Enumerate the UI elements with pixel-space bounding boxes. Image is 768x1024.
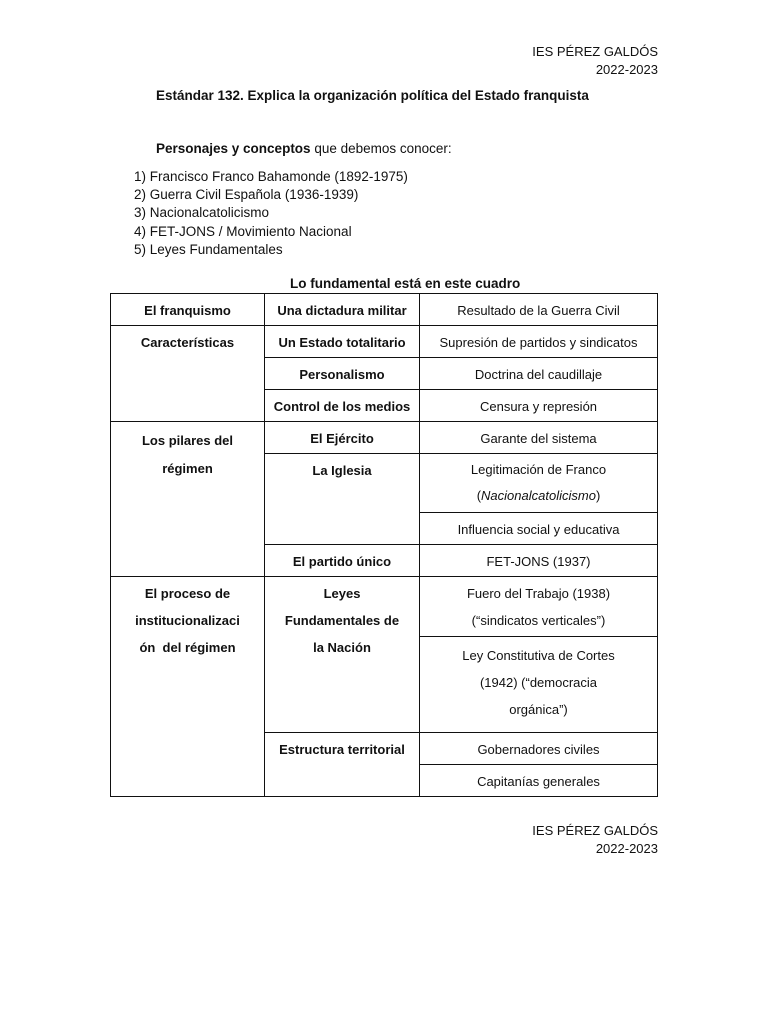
table-cell: Características	[111, 326, 265, 422]
table-caption: Lo fundamental está en este cuadro	[290, 276, 521, 291]
summary-table	[110, 293, 658, 797]
school-year: 2022-2023	[595, 841, 658, 856]
header-top	[532, 43, 658, 79]
table-cell	[111, 577, 265, 797]
table-cell: Control de los medios	[265, 390, 420, 422]
cell-line: la Nación	[313, 640, 371, 655]
school-name: IES PÉREZ GALDÓS	[532, 44, 658, 59]
table-cell	[265, 577, 420, 733]
table-cell: Estructura territorial	[265, 733, 420, 797]
table-cell: Censura y represión	[420, 390, 658, 422]
cell-line: régimen	[162, 461, 213, 476]
concept-list	[134, 168, 408, 259]
table-cell	[420, 454, 658, 513]
table-cell: Personalismo	[265, 358, 420, 390]
cell-line: El proceso de	[144, 586, 231, 601]
table-cell: Garante del sistema	[420, 422, 658, 454]
table-cell	[420, 637, 658, 733]
table-cell: Un Estado totalitario	[265, 326, 420, 358]
cell-line	[424, 483, 653, 509]
list-item: 3) Nacionalcatolicismo	[134, 205, 270, 221]
cell-line: Legitimación de Franco	[470, 462, 607, 477]
cell-line: orgánica”)	[509, 702, 568, 717]
table-cell: El partido único	[265, 545, 420, 577]
cell-line: (“sindicatos verticales”)	[471, 613, 606, 628]
school-name: IES PÉREZ GALDÓS	[532, 823, 658, 838]
standard-title: Estándar 132. Explica la organización política del Estado franquista	[156, 88, 589, 103]
cell-line: institucionalizaci	[135, 613, 240, 628]
cell-line: Fundamentales de	[284, 613, 400, 628]
footer-block	[532, 822, 658, 858]
table-cell: Gobernadores civiles	[420, 733, 658, 765]
paren-close: )	[595, 488, 601, 503]
list-item: 2) Guerra Civil Española (1936-1939)	[134, 187, 359, 203]
table-cell: Resultado de la Guerra Civil	[420, 294, 658, 326]
table-cell: Influencia social y educativa	[420, 513, 658, 545]
table-row	[111, 294, 658, 326]
table-cell: La Iglesia	[265, 454, 420, 545]
cell-line: Leyes	[323, 586, 361, 601]
table-cell: Una dictadura militar	[265, 294, 420, 326]
list-item: 1) Francisco Franco Bahamonde (1892-1975)	[134, 169, 408, 184]
table-cell: El Ejército	[265, 422, 420, 454]
table-cell: Doctrina del caudillaje	[420, 358, 658, 390]
table-cell: Supresión de partidos y sindicatos	[420, 326, 658, 358]
table-row	[111, 422, 658, 454]
concepts-intro-rest: que debemos conocer:	[310, 141, 452, 156]
table-cell	[111, 422, 265, 577]
table-cell	[420, 577, 658, 637]
list-item: 4) FET-JONS / Movimiento Nacional	[134, 223, 352, 239]
table-row	[111, 326, 658, 358]
concepts-intro	[156, 141, 452, 156]
italic-term: Nacionalcatolicismo	[481, 488, 596, 503]
table-cell: FET-JONS (1937)	[420, 545, 658, 577]
list-item: 5) Leyes Fundamentales	[134, 241, 283, 257]
cell-line: (1942) (“democracia	[479, 675, 598, 690]
concepts-intro-bold: Personajes y conceptos	[156, 141, 311, 156]
paren-open: (	[476, 488, 482, 503]
cell-line: Los pilares del	[141, 433, 234, 448]
table-cell: Capitanías generales	[420, 765, 658, 797]
table-cell: El franquismo	[111, 294, 265, 326]
school-year: 2022-2023	[595, 62, 658, 77]
cell-line: ón del régimen	[139, 640, 236, 655]
cell-line: Fuero del Trabajo (1938)	[466, 586, 611, 601]
table-row	[111, 577, 658, 637]
cell-line: Ley Constitutiva de Cortes	[462, 648, 615, 663]
